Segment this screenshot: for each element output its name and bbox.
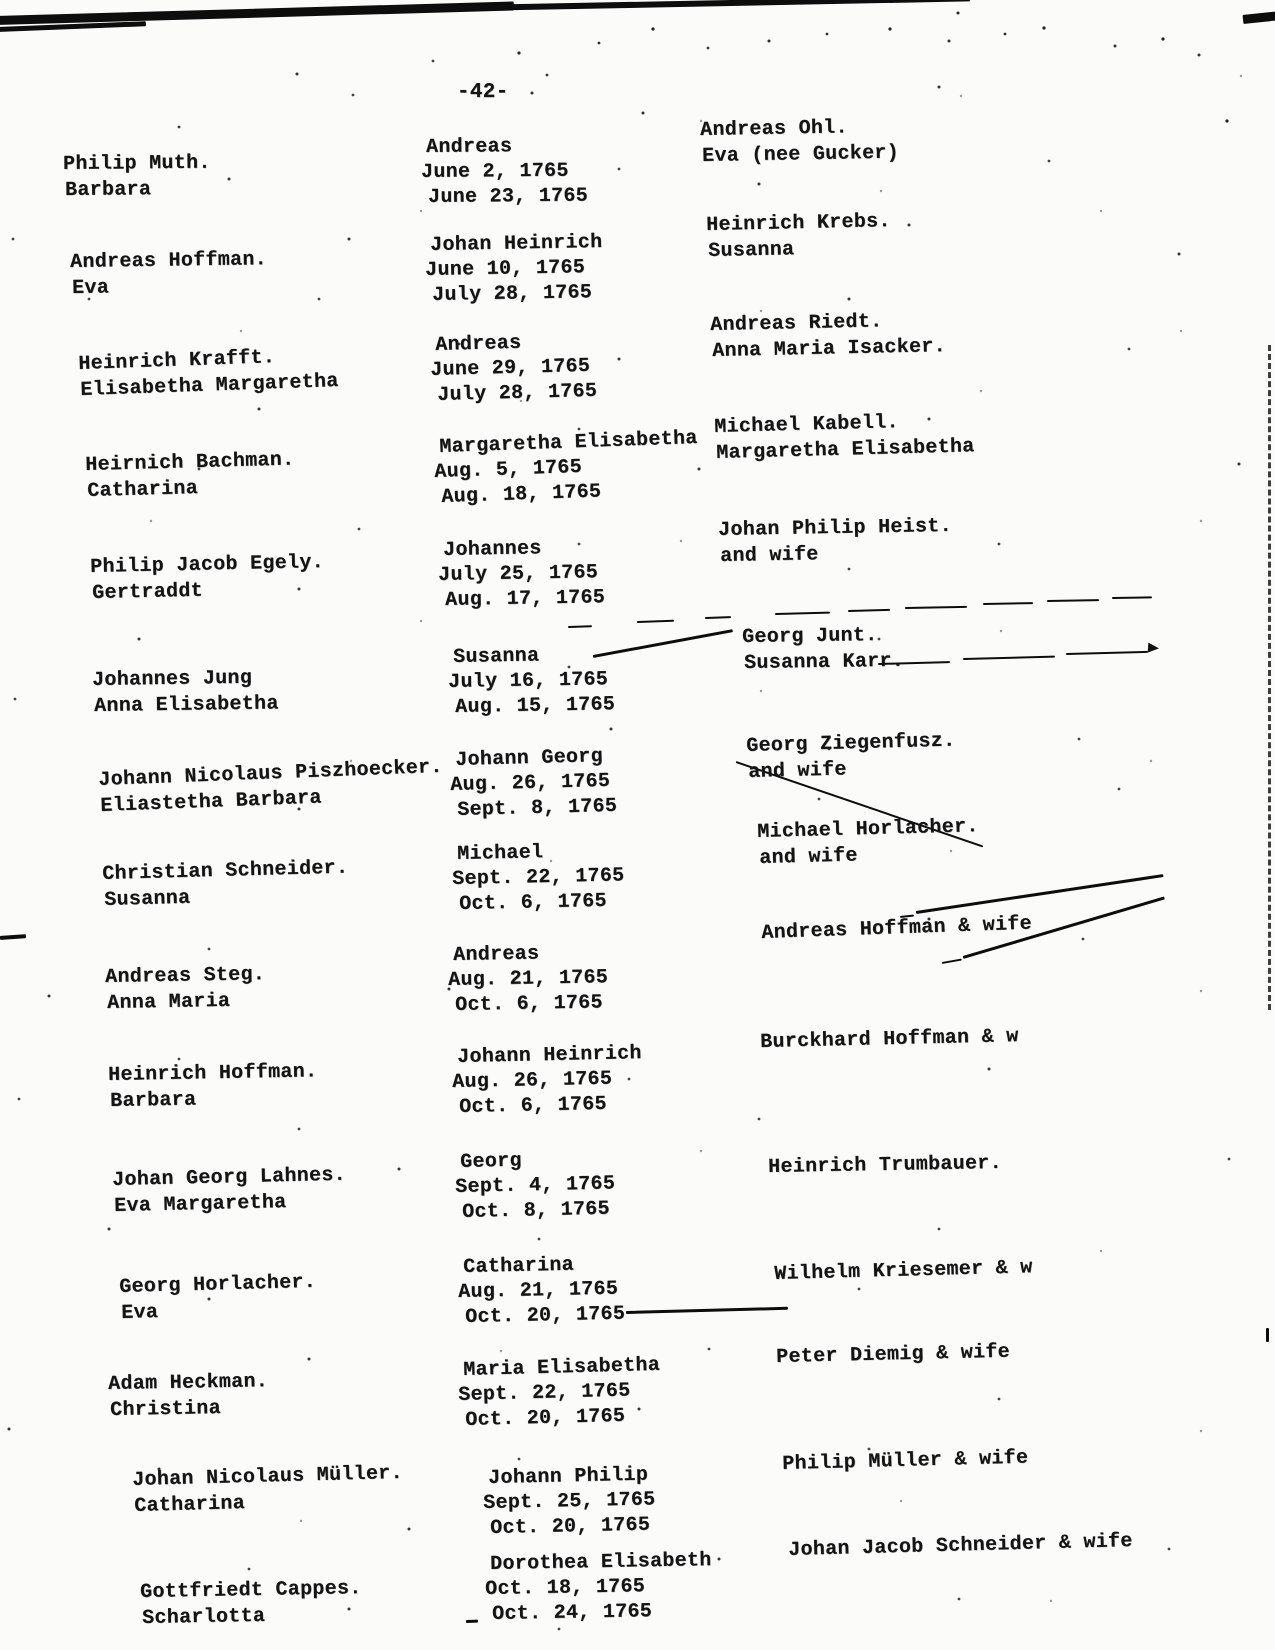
record-5-sponsor-2: and wife: [720, 543, 819, 568]
record-5-parent-1: Philip Jacob Egely.: [90, 551, 325, 579]
record-12-parent-2: Eva: [121, 1301, 159, 1325]
record-14-date-2: Oct. 20, 1765: [490, 1513, 651, 1540]
record-13-child-name: Maria Elisabetha: [463, 1353, 661, 1382]
record-3-sponsor-1: Andreas Riedt.: [710, 310, 883, 337]
record-4-sponsor-1: Michael Kabell.: [714, 411, 900, 439]
record-11-parent-1: Johan Georg Lahnes.: [112, 1163, 347, 1192]
scan-artifact-streak: [705, 616, 731, 619]
record-11-date-2: Oct. 8, 1765: [462, 1197, 611, 1224]
record-7-child-name: Johann Georg: [455, 745, 604, 772]
record-4-child-name: Margaretha Elisabetha: [439, 426, 699, 459]
record-5-child-name: Johannes: [443, 537, 542, 562]
record-3-sponsor-2: Anna Maria Isacker.: [712, 335, 947, 363]
record-4-date-1: Aug. 5, 1765: [434, 455, 583, 484]
scan-artifact-streak: [1112, 596, 1152, 599]
record-8-child-name: Michael: [457, 841, 544, 866]
record-8-parent-1: Christian Schneider.: [102, 856, 349, 886]
record-10-sponsor-1: Burckhard Hoffman & w: [760, 1025, 1019, 1054]
scan-artifact-dash: [626, 1307, 788, 1314]
record-9-child-name: Andreas: [453, 942, 540, 967]
record-12-sponsor-1: Wilhelm Kriesemer & w: [774, 1256, 1033, 1286]
record-12-parent-1: Georg Horlacher.: [119, 1270, 317, 1299]
record-7-date-1: Aug. 26, 1765: [450, 769, 611, 797]
scan-artifact-streak: [637, 620, 674, 623]
record-10-child-name: Johann Heinrich: [457, 1042, 642, 1069]
scan-artifact-streak: [942, 959, 962, 964]
record-15-parent-2: Scharlotta: [142, 1604, 266, 1630]
record-15-sponsor-1: Johan Jacob Schneider & wife: [788, 1529, 1133, 1562]
record-10-date-2: Oct. 6, 1765: [459, 1092, 608, 1119]
record-2-sponsor-1: Heinrich Krebs.: [706, 210, 891, 237]
record-8-date-1: Sept. 22, 1765: [452, 864, 625, 891]
record-6-parent-2: Anna Elisabetha: [94, 692, 279, 718]
record-5-date-2: Aug. 17, 1765: [445, 586, 606, 612]
record-1-sponsor-2: Eva (nee Gucker): [702, 141, 900, 168]
record-8-sponsor-1: Michael Horlacher.: [757, 815, 979, 844]
record-9-sponsor-1: Andreas Hoffman & wife: [761, 912, 1033, 945]
scan-noise-light: [0, 0, 2, 2]
record-11-parent-2: Eva Margaretha: [114, 1191, 287, 1218]
record-2-parent-1: Andreas Hoffman.: [70, 248, 268, 274]
record-2-sponsor-2: Susanna: [708, 238, 795, 263]
scan-artifact-streak-diagonal: [593, 629, 733, 657]
record-14-parent-2: Catharina: [134, 1492, 246, 1518]
record-12-child-name: Catharina: [463, 1253, 575, 1279]
scan-artifact-dash: [466, 1620, 478, 1623]
record-9-parent-2: Anna Maria: [107, 989, 231, 1015]
record-5-sponsor-1: Johan Philip Heist.: [718, 514, 953, 542]
record-1-parent-1: Philip Muth.: [63, 151, 211, 176]
record-7-sponsor-1: Georg Ziegenfusz.: [746, 729, 956, 758]
record-11-child-name: Georg: [460, 1149, 523, 1174]
record-4-sponsor-2: Margaretha Elisabetha: [716, 435, 975, 465]
record-12-date-2: Oct. 20, 1765: [465, 1302, 626, 1329]
record-2-date-2: July 28, 1765: [432, 281, 593, 307]
record-13-parent-1: Adam Heckman.: [108, 1370, 269, 1396]
scan-artifact-streak: [1047, 599, 1099, 602]
record-13-parent-2: Christina: [110, 1397, 222, 1422]
record-2-child-name: Johan Heinrich: [430, 230, 603, 257]
record-5-date-1: July 25, 1765: [438, 561, 599, 587]
record-8-date-2: Oct. 6, 1765: [459, 889, 608, 916]
record-14-sponsor-1: Philip Müller & wife: [782, 1446, 1029, 1476]
record-1-sponsor-1: Andreas Ohl.: [700, 116, 849, 142]
record-1-child-name: Andreas: [426, 135, 513, 159]
record-2-parent-2: Eva: [72, 276, 110, 300]
scan-artifact-streak: [775, 612, 830, 615]
record-9-date-2: Oct. 6, 1765: [455, 991, 604, 1017]
record-8-sponsor-2: and wife: [759, 844, 859, 870]
scan-artifact-streak: [568, 625, 592, 628]
record-5-parent-2: Gertraddt: [92, 579, 204, 605]
record-13-date-1: Sept. 22, 1765: [458, 1379, 631, 1407]
scan-artifact-streak: [848, 609, 890, 612]
record-6-parent-1: Johannes Jung: [92, 666, 253, 692]
record-15-date-1: Oct. 18, 1765: [485, 1575, 646, 1601]
record-8-parent-2: Susanna: [104, 886, 191, 912]
record-3-parent-1: Heinrich Krafft.: [78, 346, 276, 376]
record-4-parent-2: Catharina: [87, 477, 199, 503]
record-12-date-1: Aug. 21, 1765: [458, 1277, 619, 1304]
record-6-date-1: July 16, 1765: [448, 668, 609, 694]
record-3-parent-2: Elisabetha Margaretha: [80, 369, 340, 402]
scan-artifact-streak: [963, 656, 1055, 660]
record-2-date-1: June 10, 1765: [425, 256, 586, 282]
record-1-date-1: June 2, 1765: [421, 159, 569, 184]
record-13-date-2: Oct. 20, 1765: [465, 1404, 626, 1432]
record-1-parent-2: Barbara: [65, 178, 152, 202]
record-14-parent-1: Johan Nicolaus Müller.: [132, 1461, 404, 1492]
record-7-parent-1: Johann Nicolaus Piszhoecker.: [98, 755, 444, 792]
scan-artifact-streak: [983, 602, 1033, 605]
record-9-date-1: Aug. 21, 1765: [448, 966, 609, 992]
scan-artifact-streak: [1066, 651, 1148, 655]
scan-artifact-top-bar: [0, 1, 514, 25]
record-4-parent-1: Heirnich Bachman.: [85, 448, 295, 477]
scan-artifact-edge-dashes: [1268, 345, 1271, 1010]
record-14-date-1: Sept. 25, 1765: [483, 1488, 656, 1515]
page-number: -42-: [457, 81, 509, 104]
record-6-date-2: Aug. 15, 1765: [455, 693, 616, 719]
scan-artifact-top-corner: [1243, 11, 1275, 24]
record-14-child-name: Johann Philip: [488, 1463, 649, 1490]
record-1-date-2: June 23, 1765: [428, 184, 589, 209]
record-7-sponsor-2: and wife: [748, 758, 848, 784]
record-11-sponsor-1: Heinrich Trumbauer.: [768, 1151, 1003, 1179]
record-10-parent-1: Heinrich Hoffman.: [108, 1060, 318, 1087]
record-15-child-name: Dorothea Elisabeth: [490, 1549, 712, 1576]
record-13-sponsor-1: Peter Diemig & wife: [776, 1340, 1011, 1369]
record-6-sponsor-1: Georg Junt.: [742, 624, 878, 649]
record-3-date-2: July 28, 1765: [437, 379, 598, 407]
record-11-date-1: Sept. 4, 1765: [455, 1172, 616, 1199]
record-4-date-2: Aug. 18, 1765: [441, 480, 602, 509]
scan-artifact-left-mark: [0, 934, 26, 940]
record-3-date-1: June 29, 1765: [430, 354, 591, 382]
scan-artifact-top-bar-right: [470, 0, 970, 11]
record-10-parent-2: Barbara: [110, 1088, 197, 1113]
record-15-date-2: Oct. 24, 1765: [492, 1600, 653, 1626]
scan-artifact-streak: [905, 606, 967, 609]
record-10-date-1: Aug. 26, 1765: [452, 1067, 613, 1094]
record-15-parent-1: Gottfriedt Cappes.: [140, 1577, 362, 1604]
scan-artifact-arrowhead: [1148, 643, 1160, 654]
record-7-parent-2: Eliastetha Barbara: [100, 786, 323, 818]
record-6-child-name: Susanna: [453, 644, 540, 669]
record-9-parent-1: Andreas Steg.: [105, 963, 266, 989]
record-6-sponsor-2: Susanna Karr.: [744, 649, 905, 675]
scan-artifact-edge-tick: [1266, 1328, 1269, 1342]
record-7-date-2: Sept. 8, 1765: [457, 794, 618, 822]
record-3-child-name: Andreas: [435, 331, 522, 357]
